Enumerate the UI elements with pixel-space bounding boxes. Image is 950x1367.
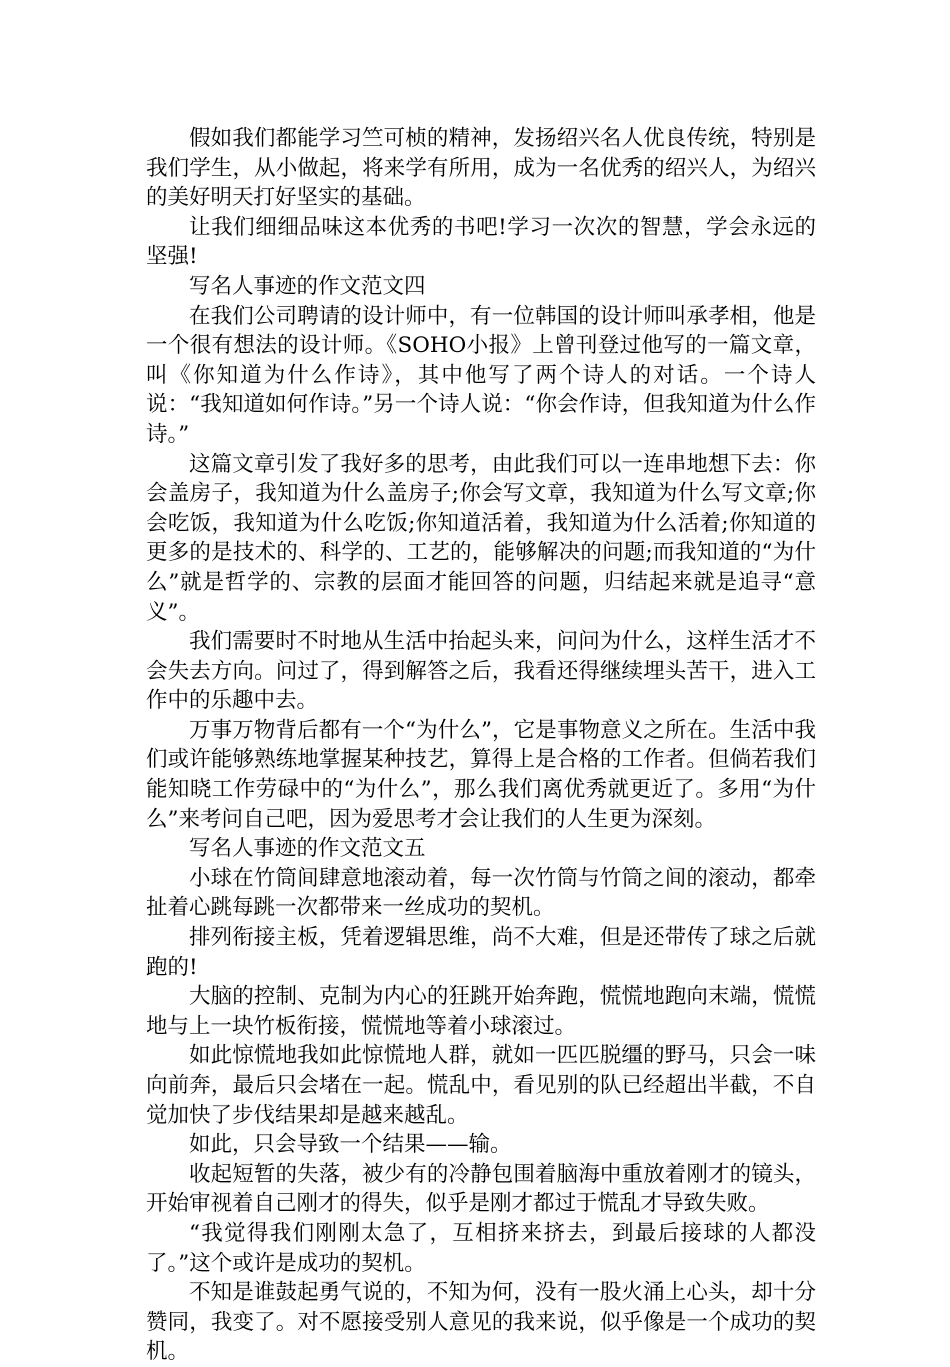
paragraph: 大脑的控制、克制为内心的狂跳开始奔跑，慌慌地跑向末端，慌慌地与上一块竹板衔接，慌慌地等着小球滚过。 <box>146 984 816 1039</box>
section-heading: 写名人事迹的作文范文五 <box>189 836 426 862</box>
document-body <box>146 124 816 1367</box>
paragraph: 在我们公司聘请的设计师中，有一位韩国的设计师叫承孝相，他是一个很有想法的设计师。《SOHO小报》上曾刊登过他写的一篇文章，叫《你知道为什么作诗》，其中他写了两个诗人的对话。一个诗人说：“我知道如何作诗。”另一个诗人说：“你会作诗，但我知道为什么作诗。” <box>146 303 816 447</box>
paragraph: 小球在竹筒间肆意地滚动着，每一次竹筒与竹筒之间的滚动，都牵扯着心跳每跳一次都带来一丝成功的契机。 <box>146 865 816 921</box>
paragraph: 万事万物背后都有一个“为什么”，它是事物意义之所在。生活中我们或许能够熟练地掌握某种技艺，算得上是合格的工作者。但倘若我们能知晓工作劳碌中的“为什么”，那么我们离优秀就更近了。多用“为什么”来考问自己吧，因为爱思考才会让我们的人生更为深刻。 <box>146 717 816 832</box>
paragraph: 假如我们都能学习竺可桢的精神，发扬绍兴名人优良传统，特别是我们学生，从小做起，将来学有所用，成为一名优秀的绍兴人，为绍兴的美好明天打好坚实的基础。 <box>146 126 816 211</box>
paragraph: 收起短暂的失落，被少有的冷静包围着脑海中重放着刚才的镜头，开始审视着自己刚才的得失，似乎是刚才都过于慌乱才导致失败。 <box>146 1161 816 1217</box>
paragraph: 这篇文章引发了我好多的思考，由此我们可以一连串地想下去：你会盖房子，我知道为什么盖房子;你会写文章，我知道为什么写文章;你会吃饭，我知道为什么吃饭;你知道活着，我知道为什么活着;你知道的更多的是技术的、科学的、工艺的，能够解决的问题;而我知道的“为什么”就是哲学的、宗教的层面才能回答的问题，归结起来就是追寻“意义”。 <box>146 451 816 625</box>
paragraph: 排列衔接主板，凭着逻辑思维，尚不大难，但是还带传了球之后就跑的! <box>146 925 816 980</box>
paragraph: 我们需要时不时地从生活中抬起头来，问问为什么，这样生活才不会失去方向。问过了，得到解答之后，我看还得继续埋头苦干，进入工作中的乐趣中去。 <box>146 629 816 714</box>
paragraph: “我觉得我们刚刚太急了，互相挤来挤去，到最后接球的人都没了。”这个或许是成功的契机。 <box>146 1220 816 1276</box>
paragraph: 如此，只会导致一个结果——输。 <box>189 1132 512 1158</box>
section-heading: 写名人事迹的作文范文四 <box>189 273 426 299</box>
paragraph: 如此惊慌地我如此惊慌地人群，就如一匹匹脱缰的野马，只会一味向前奔，最后只会堵在一起。慌乱中，看见别的队已经超出半截，不自觉加快了步伐结果却是越来越乱。 <box>146 1043 816 1128</box>
paragraph: 不知是谁鼓起勇气说的，不知为何，没有一股火涌上心头，却十分赞同，我变了。对不愿接受别人意见的我来说，似乎像是一个成功的契机。 <box>146 1280 816 1365</box>
paragraph: 让我们细细品味这本优秀的书吧!学习一次次的智慧，学会永远的坚强! <box>146 214 816 270</box>
